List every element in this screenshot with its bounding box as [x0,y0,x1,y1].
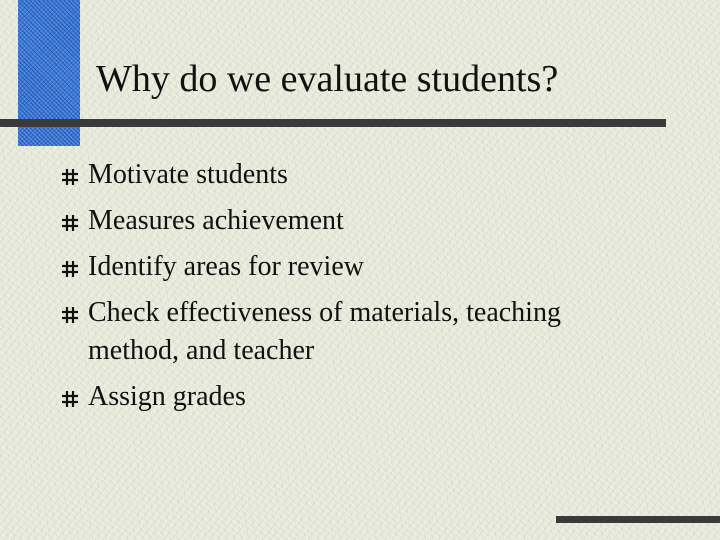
bullet-list [60,156,648,424]
footer-divider [556,516,720,523]
hash-bullet-icon [60,305,80,325]
bullet-text: Measures achievement [88,205,344,236]
list-item [60,248,648,286]
bullet-text: Motivate students [88,159,288,190]
slide-title: Why do we evaluate students? [96,58,559,100]
title-divider [0,119,666,127]
list-item [60,156,648,194]
hash-bullet-icon [60,213,80,233]
bullet-text: Assign grades [88,381,246,412]
bullet-text: Check effectiveness of materials, teaching method, and teacher [88,297,561,366]
list-item [60,378,648,416]
list-item [60,202,648,240]
list-item [60,294,648,370]
hash-bullet-icon [60,259,80,279]
bullet-text: Identify areas for review [88,251,364,282]
hash-bullet-icon [60,389,80,409]
hash-bullet-icon [60,167,80,187]
